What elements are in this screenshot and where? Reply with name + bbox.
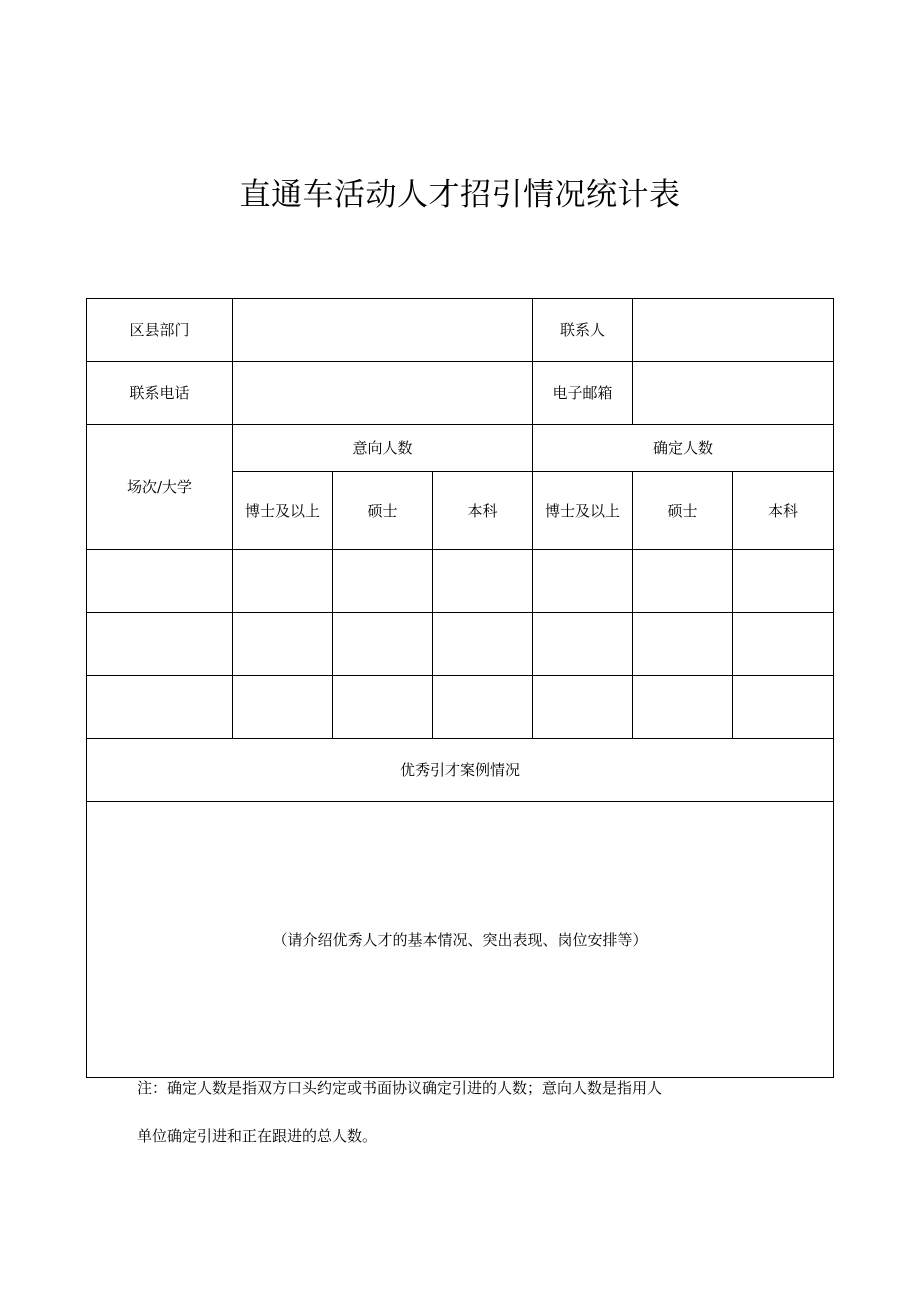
contact-input-cell[interactable]	[633, 299, 834, 362]
phone-input-cell[interactable]	[233, 362, 533, 425]
data-cell[interactable]	[733, 550, 834, 613]
data-cell[interactable]	[433, 613, 533, 676]
data-cell[interactable]	[533, 613, 633, 676]
confirmed-count-header: 确定人数	[533, 425, 834, 472]
data-cell[interactable]	[333, 550, 433, 613]
table-row	[87, 550, 834, 613]
email-label: 电子邮箱	[533, 362, 633, 425]
confirmed-master-header: 硕士	[633, 472, 733, 550]
intended-doctor-header: 博士及以上	[233, 472, 333, 550]
email-input-cell[interactable]	[633, 362, 834, 425]
note-line-2: 单位确定引进和正在跟进的总人数。	[137, 1127, 378, 1145]
data-cell[interactable]	[633, 676, 733, 739]
confirmed-bachelor-header: 本科	[733, 472, 834, 550]
statistics-form-table	[86, 298, 834, 1078]
data-cell[interactable]	[233, 613, 333, 676]
data-cell[interactable]	[633, 550, 733, 613]
data-cell[interactable]	[633, 613, 733, 676]
district-label: 区县部门	[87, 299, 233, 362]
data-cell[interactable]	[233, 550, 333, 613]
session-label: 场次/大学	[87, 425, 233, 550]
phone-label: 联系电话	[87, 362, 233, 425]
confirmed-doctor-header: 博士及以上	[533, 472, 633, 550]
case-description-area[interactable]: （请介绍优秀人才的基本情况、突出表现、岗位安排等）	[87, 802, 834, 1078]
data-cell[interactable]	[333, 676, 433, 739]
data-cell[interactable]	[233, 676, 333, 739]
note-line-1: 注：确定人数是指双方口头约定或书面协议确定引进的人数；意向人数是指用人	[137, 1079, 663, 1097]
data-cell[interactable]	[533, 550, 633, 613]
intended-bachelor-header: 本科	[433, 472, 533, 550]
session-cell[interactable]	[87, 613, 233, 676]
data-cell[interactable]	[433, 676, 533, 739]
session-cell[interactable]	[87, 676, 233, 739]
case-section-header: 优秀引才案例情况	[87, 739, 834, 802]
district-input-cell[interactable]	[233, 299, 533, 362]
data-cell[interactable]	[433, 550, 533, 613]
intended-count-header: 意向人数	[233, 425, 533, 472]
page-title: 直通车活动人才招引情况统计表	[239, 177, 681, 213]
data-cell[interactable]	[333, 613, 433, 676]
intended-master-header: 硕士	[333, 472, 433, 550]
table-row	[87, 613, 834, 676]
data-cell[interactable]	[733, 676, 834, 739]
contact-label: 联系人	[533, 299, 633, 362]
session-cell[interactable]	[87, 550, 233, 613]
data-cell[interactable]	[533, 676, 633, 739]
data-cell[interactable]	[733, 613, 834, 676]
table-row	[87, 676, 834, 739]
